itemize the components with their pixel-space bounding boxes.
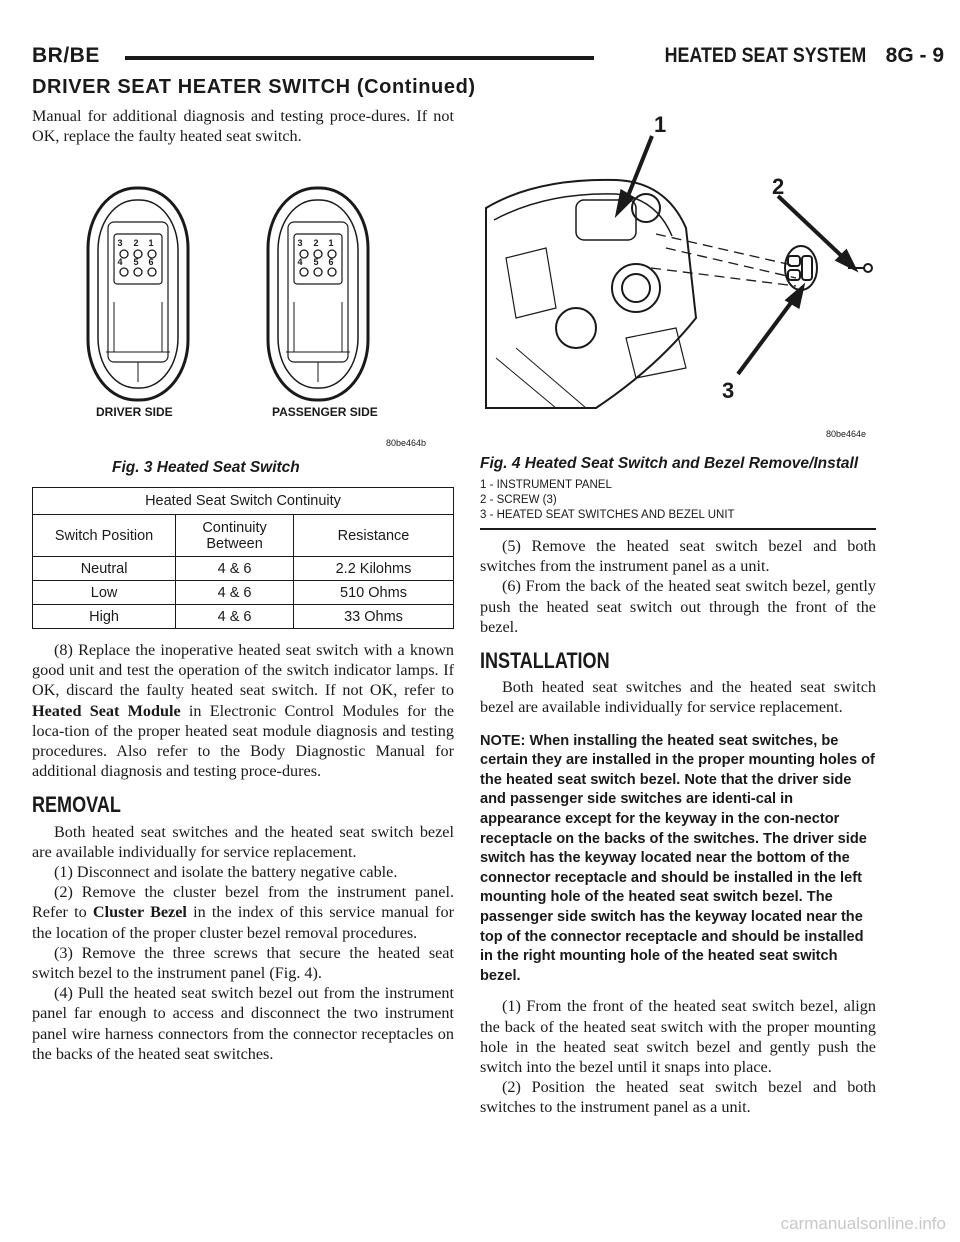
driver-pin-3: 3 [117, 238, 123, 248]
fig4-bezel-illustration [476, 108, 876, 428]
table-cell: 4 & 6 [176, 605, 294, 629]
step-8-text-cont: in Electronic Control Modules for the loca-tion of the proper heated seat module diagnosis and testing procedures. Also refer to the Body Diagnostic Manual for additional diagnosis and testing proce-dures. [32, 701, 454, 781]
installation-note: NOTE: When installing the heated seat switches, be certain they are installed in the proper mounting holes of the heated seat switch bezel. Note that the driver side and passenger side switches are identi-cal in appearance except for the keyway in the con-nector receptacle on the backs of the switches. The driver side switch has the keyway located near the bottom of the connector receptacle and should be installed in the left mounting hole of the heated seat switch bezel. The passenger side switch has the keyway located near the top of the connector receptacle and should be installed in the right mounting hole of the heated seat switch bezel. [480, 732, 875, 984]
removal-step-2-text-cont: in the index of this service manual for the location of the proper cluster bezel removal procedures. [32, 903, 454, 942]
table-header-resistance: Resistance [294, 515, 454, 557]
section-title: HEATED SEAT SYSTEM [664, 44, 866, 67]
passenger-pin-6: 6 [328, 257, 334, 267]
heated-seat-module-ref: Heated Seat Module [32, 701, 181, 720]
passenger-side-label: PASSENGER SIDE [272, 405, 378, 419]
passenger-pin-3: 3 [297, 238, 303, 248]
switch-bezel-unit-drawing [785, 246, 817, 290]
watermark: carmanualsonline.info [780, 1214, 946, 1233]
continuity-table [32, 487, 454, 629]
header-rule [125, 56, 594, 60]
right-body [480, 536, 876, 1118]
installation-intro: Both heated seat switches and the heated seat switch bezel are available individually for service replacement. [480, 678, 876, 717]
table-cell: 2.2 Kilohms [294, 557, 454, 581]
removal-intro: Both heated seat switches and the heated seat switch bezel are available individually for service replacement. [32, 822, 454, 861]
install-step-2: (2) Position the heated seat switch bezel and both switches to the instrument panel as a unit. [480, 1078, 876, 1117]
fig3-caption: Fig. 3 Heated Seat Switch [112, 459, 300, 476]
removal-step-2 [32, 882, 454, 943]
table-cell: 4 & 6 [176, 581, 294, 605]
table-header-continuity: Continuity Between [176, 515, 294, 557]
page-number: 8G - 9 [885, 44, 944, 67]
table-cell: 510 Ohms [294, 581, 454, 605]
step-8-text: (8) Replace the inoperative heated seat switch with a known good unit and test the operation of the switch indicator lamps. If OK, discard the faulty heated seat switch. If not OK, refer to [32, 641, 454, 700]
removal-heading: REMOVAL [32, 792, 121, 818]
fig3-id: 80be464b [386, 438, 427, 448]
removal-step-1: (1) Disconnect and isolate the battery negative cable. [54, 863, 398, 882]
driver-switch-drawing [88, 188, 188, 400]
table-row [33, 557, 454, 581]
page-header [32, 44, 944, 74]
passenger-pin-2: 2 [313, 238, 319, 248]
driver-pin-5: 5 [133, 257, 139, 267]
passenger-switch-drawing [268, 188, 368, 400]
removal-step-5: (5) Remove the heated seat switch bezel and both switches from the instrument panel as a unit. [480, 537, 876, 576]
passenger-pin-5: 5 [313, 257, 319, 267]
step-8 [32, 640, 454, 781]
fig3-switch-illustration [76, 182, 436, 432]
left-intro [32, 106, 454, 146]
passenger-pin-1: 1 [328, 238, 334, 248]
removal-step-4: (4) Pull the heated seat switch bezel out from the instrument panel far enough to access and disconnect the two instrument panel wire harness connectors from the connector receptacles on the backs of the heated seat switches. [32, 984, 454, 1063]
cluster-bezel-ref: Cluster Bezel [92, 903, 187, 922]
legend-rule [480, 528, 876, 530]
driver-pin-2: 2 [133, 238, 139, 248]
fig4-caption: Fig. 4 Heated Seat Switch and Bezel Remove/Install [480, 455, 859, 472]
table-cell: 4 & 6 [176, 557, 294, 581]
legend-item: 1 - INSTRUMENT PANEL [480, 479, 612, 491]
install-step-1: (1) From the front of the heated seat switch bezel, align the back of the heated seat switch with the proper mounting hole in the heated seat switch bezel and gently push the switch into the bezel until it snaps into place. [480, 997, 876, 1076]
callout-3: 3 [722, 378, 735, 403]
callout-1: 1 [654, 112, 667, 137]
table-title: Heated Seat Switch Continuity [33, 488, 454, 515]
intro-paragraph: Manual for additional diagnosis and testing proce-dures. If not OK, replace the faulty heated seat switch. [32, 107, 454, 146]
table-cell: High [33, 605, 176, 629]
removal-step-2-text: (2) Remove the cluster bezel from the instrument panel. Refer to [32, 883, 454, 922]
passenger-pin-4: 4 [297, 257, 303, 267]
driver-pin-1: 1 [148, 238, 154, 248]
installation-heading: INSTALLATION [480, 648, 610, 674]
table-row [33, 581, 454, 605]
model-code: BR/BE [32, 44, 100, 67]
callout-2: 2 [772, 174, 785, 199]
continued-heading: DRIVER SEAT HEATER SWITCH (Continued) [32, 76, 476, 98]
table-cell: Low [33, 581, 176, 605]
table-header-position: Switch Position [33, 515, 176, 557]
table-cell: 33 Ohms [294, 605, 454, 629]
table-cell: Neutral [33, 557, 176, 581]
legend-item: 3 - HEATED SEAT SWITCHES AND BEZEL UNIT [480, 509, 735, 521]
driver-pin-4: 4 [117, 257, 123, 267]
fig4-legend [480, 478, 735, 523]
removal-step-6: (6) From the back of the heated seat switch bezel, gently push the heated seat switch out through the front of the bezel. [480, 577, 876, 636]
driver-pin-6: 6 [148, 257, 154, 267]
left-body [32, 640, 454, 1064]
table-row [33, 605, 454, 629]
fig4-id: 80be464e [826, 429, 867, 439]
legend-item: 2 - SCREW (3) [480, 494, 557, 506]
driver-side-label: DRIVER SIDE [96, 405, 173, 419]
removal-step-3: (3) Remove the three screws that secure the heated seat switch bezel to the instrument panel (Fig. 4). [32, 943, 454, 983]
